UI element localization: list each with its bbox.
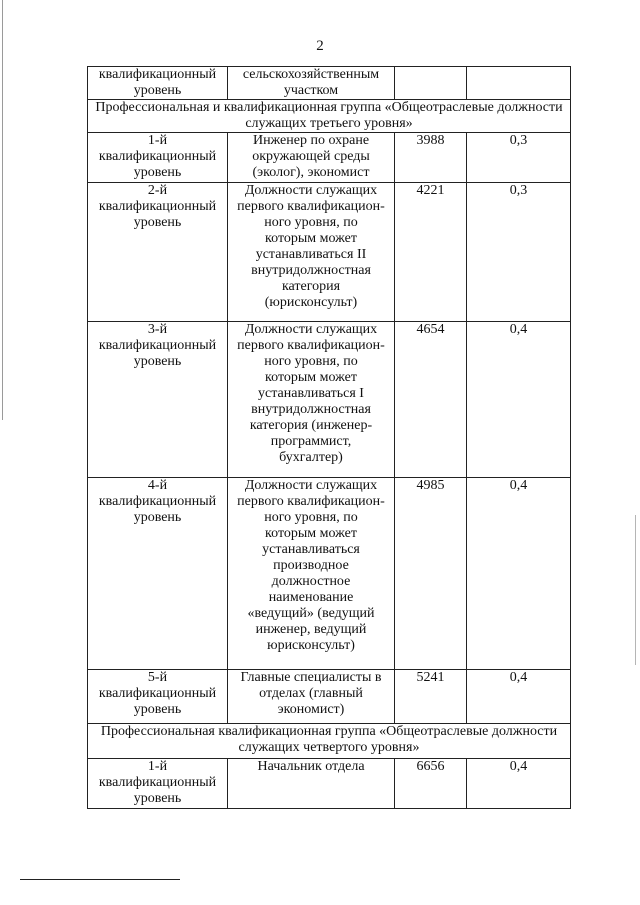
salary-cell: 5241 bbox=[395, 670, 467, 724]
table-row bbox=[88, 67, 571, 100]
coefficient-cell: 0,4 bbox=[467, 478, 571, 670]
position-cell: Инженер по охране окружающей среды (эколог), экономист bbox=[228, 133, 395, 183]
group-header: Профессиональная и квалификационная группа «Общеотраслевые должности служащих третьего уровня» bbox=[88, 100, 571, 133]
qualification-level-cell: 3-й квалификационный уровень bbox=[88, 322, 228, 478]
qualification-level-cell: 5-й квалификационный уровень bbox=[88, 670, 228, 724]
table-row bbox=[88, 133, 571, 183]
coefficient-cell bbox=[467, 67, 571, 100]
salary-cell: 4654 bbox=[395, 322, 467, 478]
group-header-row bbox=[88, 724, 571, 759]
qualification-salary-table bbox=[87, 66, 571, 809]
qualification-level-cell: 4-й квалификационный уровень bbox=[88, 478, 228, 670]
position-cell: сельскохозяйственным участком bbox=[228, 67, 395, 100]
table-row bbox=[88, 183, 571, 322]
position-cell: Главные специалисты в отделах (главный экономист) bbox=[228, 670, 395, 724]
position-cell: Должности служащих первого квалификацион- ного уровня, по которым может устанавливаться производное должностное наименование «ведущий» (ведущий инженер, ведущий юрисконсульт) bbox=[228, 478, 395, 670]
coefficient-cell: 0,3 bbox=[467, 133, 571, 183]
coefficient-cell: 0,4 bbox=[467, 670, 571, 724]
coefficient-cell: 0,3 bbox=[467, 183, 571, 322]
qualification-level-cell: 1-й квалификационный уровень bbox=[88, 759, 228, 809]
qualification-level-cell: квалификационный уровень bbox=[88, 67, 228, 100]
position-cell: Должности служащих первого квалификацион- ного уровня, по которым может устанавливаться I внутридолжностная категория (инженер- программист, бухгалтер) bbox=[228, 322, 395, 478]
page-number: 2 bbox=[316, 38, 324, 54]
salary-cell bbox=[395, 67, 467, 100]
salary-cell: 3988 bbox=[395, 133, 467, 183]
table-row bbox=[88, 322, 571, 478]
position-cell: Начальник отдела bbox=[228, 759, 395, 809]
qualification-level-cell: 1-й квалификационный уровень bbox=[88, 133, 228, 183]
table-row bbox=[88, 670, 571, 724]
footnote-separator-line bbox=[20, 879, 180, 880]
qualification-level-cell: 2-й квалификационный уровень bbox=[88, 183, 228, 322]
salary-cell: 6656 bbox=[395, 759, 467, 809]
group-header: Профессиональная квалификационная группа «Общеотраслевые должности служащих четвертого уровня» bbox=[88, 724, 571, 759]
table-row bbox=[88, 478, 571, 670]
scan-left-edge-line bbox=[2, 0, 3, 420]
salary-cell: 4221 bbox=[395, 183, 467, 322]
salary-cell: 4985 bbox=[395, 478, 467, 670]
table-row bbox=[88, 759, 571, 809]
position-cell: Должности служащих первого квалификацион- ного уровня, по которым может устанавливаться II внутридолжностная категория (юрисконсульт) bbox=[228, 183, 395, 322]
scan-right-edge-line bbox=[635, 515, 636, 665]
group-header-row bbox=[88, 100, 571, 133]
coefficient-cell: 0,4 bbox=[467, 759, 571, 809]
coefficient-cell: 0,4 bbox=[467, 322, 571, 478]
